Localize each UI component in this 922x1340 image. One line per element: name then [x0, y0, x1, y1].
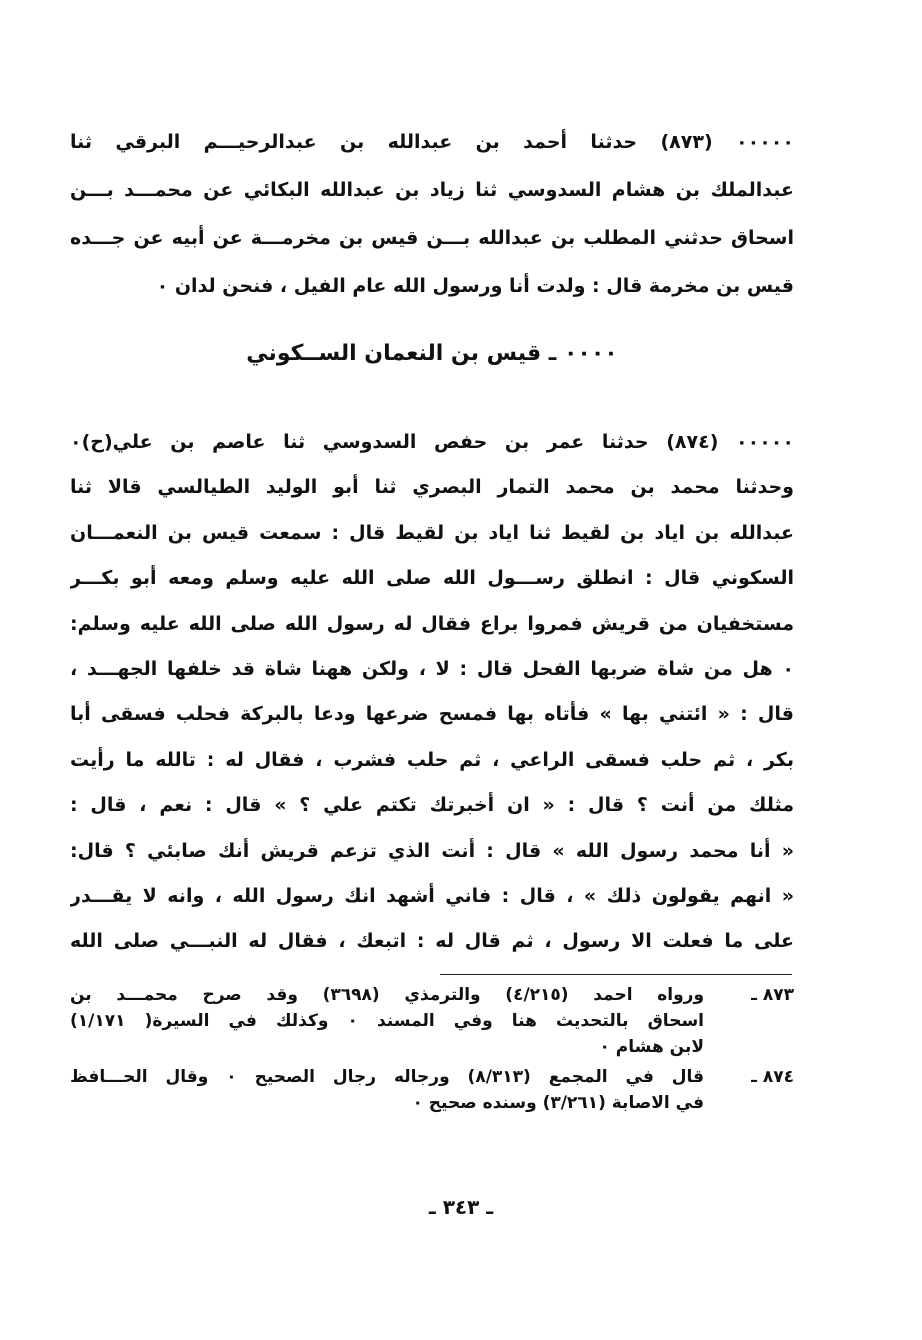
text-line: مثلك من أنت ؟ قال : « ان أخبرتك تكتم علي ؟ » قال : نعم ، قال : [70, 794, 794, 817]
text-line: عبدالملك بن هشام السدوسي ثنا زياد بن عبدالله البكائي عن محمـــد بـــن [70, 179, 794, 201]
hadith-873 [70, 118, 794, 310]
footnote-text [70, 982, 704, 1060]
text-line: وحدثنا محمد بن محمد التمار البصري ثنا أبو الوليد الطيالسي قالا ثنا [70, 476, 794, 499]
text-line: السكوني قال : انطلق رســـول الله صلى الله عليه وسلم ومعه أبو بكـــر [70, 567, 794, 590]
text-line: ٠٠٠٠٠ (٨٧٣) حدثنا أحمد بن عبدالله بن عبدالرحيـــم البرقي ثنا [70, 131, 794, 153]
text-line: قال : « ائتني بها » فأتاه بها فمسح ضرعها ودعا بالبركة فحلب فسقى أبا [70, 703, 794, 726]
footnote-line: قال في المجمع (٨/٣١٣) ورجاله رجال الصحيح ٠ وقال الحـــافظ [70, 1067, 704, 1087]
footnote-number: ٨٧٤ ـ [751, 1067, 794, 1087]
footnote-text [70, 1064, 704, 1116]
text-line: « أنا محمد رسول الله » قال : أنت الذي تزعم قريش أنك صابئي ؟ قال: [70, 839, 794, 862]
page-number: ـ ٣٤٣ ـ [428, 1195, 494, 1219]
text-line: عبدالله بن اياد بن لقيط ثنا اياد بن لقيط قال : سمعت قيس بن النعمـــان [70, 521, 794, 544]
text-line: مستخفيان من قريش فمروا براع فقال له رسول الله صلى الله عليه وسلم: [70, 612, 794, 635]
text-line: بكر ، ثم حلب فسقى الراعي ، ثم حلب فشرب ، فقال له : تالله ما رأيت [70, 748, 794, 771]
text-line: على ما فعلت الا رسول ، ثم قال له : اتبعك ، فقال له النبـــي صلى الله [70, 930, 794, 953]
footnote-line: اسحاق بالتحديث هنا وفي المسند ٠ وكذلك في السيرة( ١/١٧١) [70, 1011, 704, 1031]
footnote-874 [70, 1064, 794, 1116]
text-line: ٠٠٠٠٠ (٨٧٤) حدثنا عمر بن حفص السدوسي ثنا عاصم بن علي(ح)٠ [70, 431, 794, 453]
footnote-line: لابن هشام ٠ [599, 1037, 704, 1057]
hadith-874 [70, 420, 794, 965]
footnotes [70, 982, 794, 1120]
text-line: اسحاق حدثني المطلب بن عبدالله بـــن قيس بن مخرمـــة عن أبيه عن جـــده [70, 227, 794, 249]
text-line: ٠ هل من شاة ضربها الفحل قال : لا ، ولكن ههنا شاة قد خلفها الجهـــد ، [70, 657, 794, 680]
footnote-873 [70, 982, 794, 1060]
text-line: « انهم يقولون ذلك » ، قال : فاني أشهد انك رسول الله ، وانه لا يقـــدر [70, 884, 794, 907]
text-line: قيس بن مخرمة قال : ولدت أنا ورسول الله عام الفيل ، فنحن لدان ٠ [156, 275, 794, 297]
footnote-line: في الاصابة (٣/٢٦١) وسنده صحيح ٠ [412, 1093, 704, 1113]
section-heading: ٠٠٠٠ ـ قيس بن النعمان الســكوني [246, 341, 618, 366]
footnote-number: ٨٧٣ ـ [751, 985, 794, 1005]
footnote-separator [440, 974, 792, 975]
footnote-line: ورواه احمد (٤/٢١٥) والترمذي (٣٦٩٨) وقد صرح محمـــد بن [70, 985, 704, 1005]
